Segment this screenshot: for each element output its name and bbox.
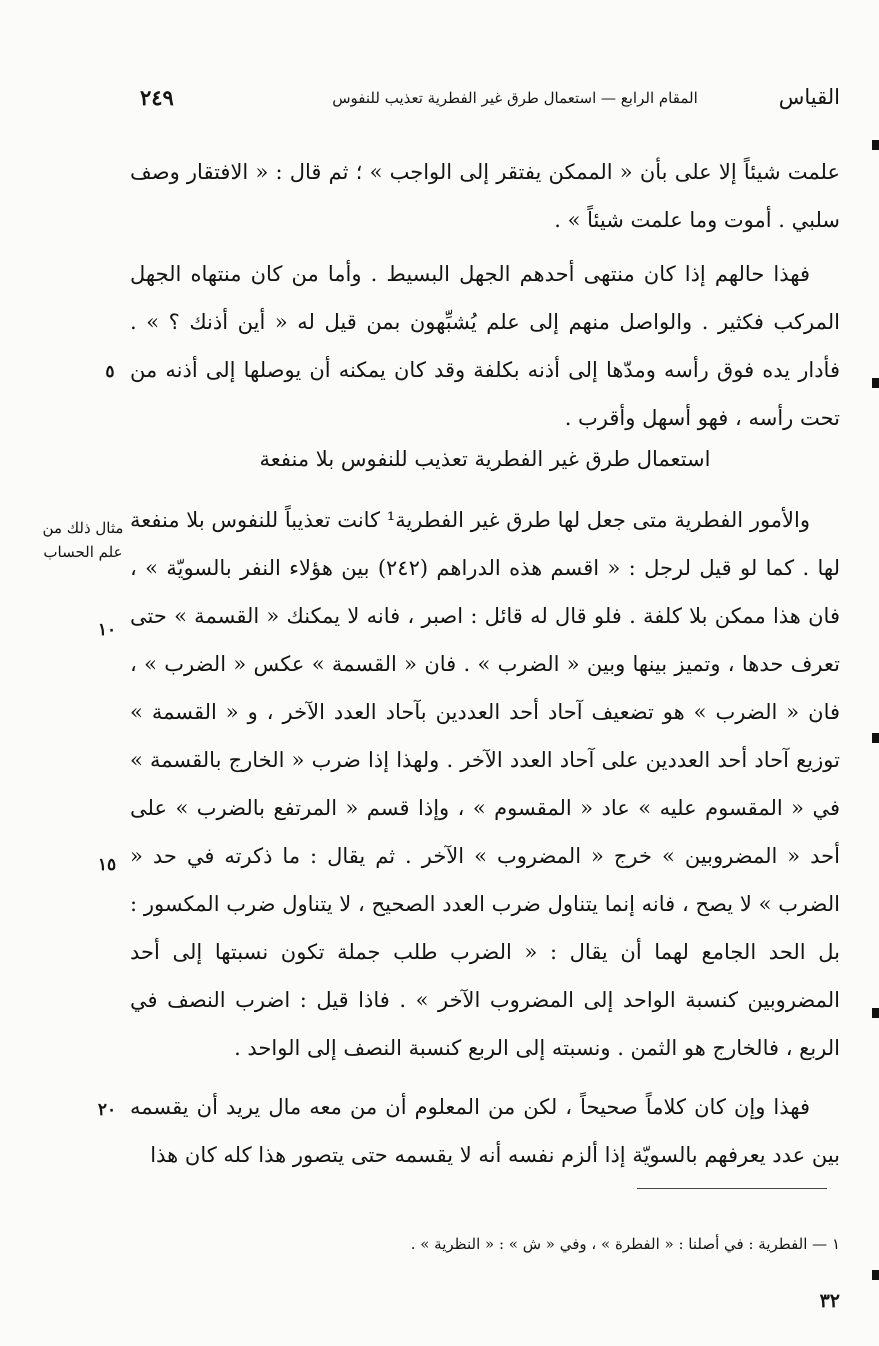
line-number-10: ١٠ <box>97 620 117 640</box>
signature-mark: ٣٢ <box>819 1290 840 1312</box>
edge-mark <box>872 1270 879 1280</box>
paragraph-2 <box>130 250 840 442</box>
section-heading: استعمال طرق غير الفطرية تعذيب للنفوس بلا منفعة <box>259 447 711 471</box>
footnote-divider <box>637 1188 827 1189</box>
line-number-5: ٥ <box>105 362 115 382</box>
paragraph-text: علمت شيئاً إلا على بأن « الممكن يفتقر إلى الواجب » ؛ ثم قال : « الافتقار وصف سلبي . أموت وما علمت شيئاً » . <box>130 160 840 232</box>
page-number: ٢٤٩ <box>140 85 174 110</box>
line-number-15: ١٥ <box>97 855 117 875</box>
footnote: ١ — الفطرية : في أصلنا : « الفطرة » ، وفي « ش » : « النظرية » . <box>410 1235 840 1253</box>
edge-mark <box>872 140 879 150</box>
paragraph-text: فهذا حالهم إذا كان منتهى أحدهم الجهل البسيط . وأما من كان منتهاه الجهل المركب فكثير . والواصل منهم إلى علم يُشبِّهون بمن قيل له « أين أذنك ؟ » . فأدار يده فوق رأسه ومدّها إلى أذنه بكلفة وقد كان يمكنه أن يوصلها إلى أذنه من تحت رأسه ، فهو أسهل وأقرب . <box>130 262 840 430</box>
paragraph-1 <box>130 148 840 244</box>
book-title: القياس <box>778 85 840 109</box>
paragraph-text: والأمور الفطرية متى جعل لها طرق غير الفطرية¹ كانت تعذيباً للنفوس بلا منفعة لها . كما لو قيل لرجل : « اقسم هذه الدراهم (٢٤٢) بين هؤلاء النفر بالسويّة » ، فان هذا ممكن بلا كلفة . فلو قال له قائل : اصبر ، فانه لا يمكنك « القسمة » حتى تعرف حدها ، وتميز بينها وبين « الضرب » . فان « القسمة » عكس « الضرب » ، فان « الضرب » هو تضعيف آحاد أحد العددين بآحاد العدد الآخر ، و « القسمة » توزيع آحاد أحد العددين على آحاد العدد الآخر . ولهذا إذا ضرب « الخارج بالقسمة » في « المقسوم عليه » عاد « المقسوم » ، وإذا قسم « المرتفع بالضرب » على أحد « المضروبين » خرج « المضروب » الآخر . ثم يقال : ما ذكرته في حد « الضرب » لا يصح ، فانه إنما يتناول ضرب العدد الصحيح ، لا يتناول ضرب المكسور : بل الحد الجامع لهما أن يقال : « الضرب طلب جملة تكون نسبتها إلى أحد المضروبين كنسبة الواحد إلى المضروب الآخر » . فاذا قيل : اضرب النصف في الربع ، فالخارج هو الثمن . ونسبته إلى الربع كنسبة النصف إلى الواحد . <box>130 508 840 1060</box>
paragraph-last <box>130 1083 840 1179</box>
paragraph-main <box>130 496 840 1072</box>
edge-mark <box>872 378 879 388</box>
running-header <box>140 85 840 125</box>
margin-note: مثال ذلك من علم الحساب <box>42 519 124 561</box>
paragraph-text: فهذا وإن كان كلاماً صحيحاً ، لكن من المعلوم أن من معه مال يريد أن يقسمه بين عدد يعرفهم بالسويّة إذا ألزم نفسه أنه لا يقسمه حتى يتصور هذا كله كان هذا <box>130 1095 840 1167</box>
running-title: المقام الرابع — استعمال طرق غير الفطرية تعذيب للنفوس <box>332 89 698 107</box>
line-number-20: ٢٠ <box>97 1100 117 1120</box>
edge-mark <box>872 733 879 743</box>
edge-mark <box>872 1008 879 1018</box>
